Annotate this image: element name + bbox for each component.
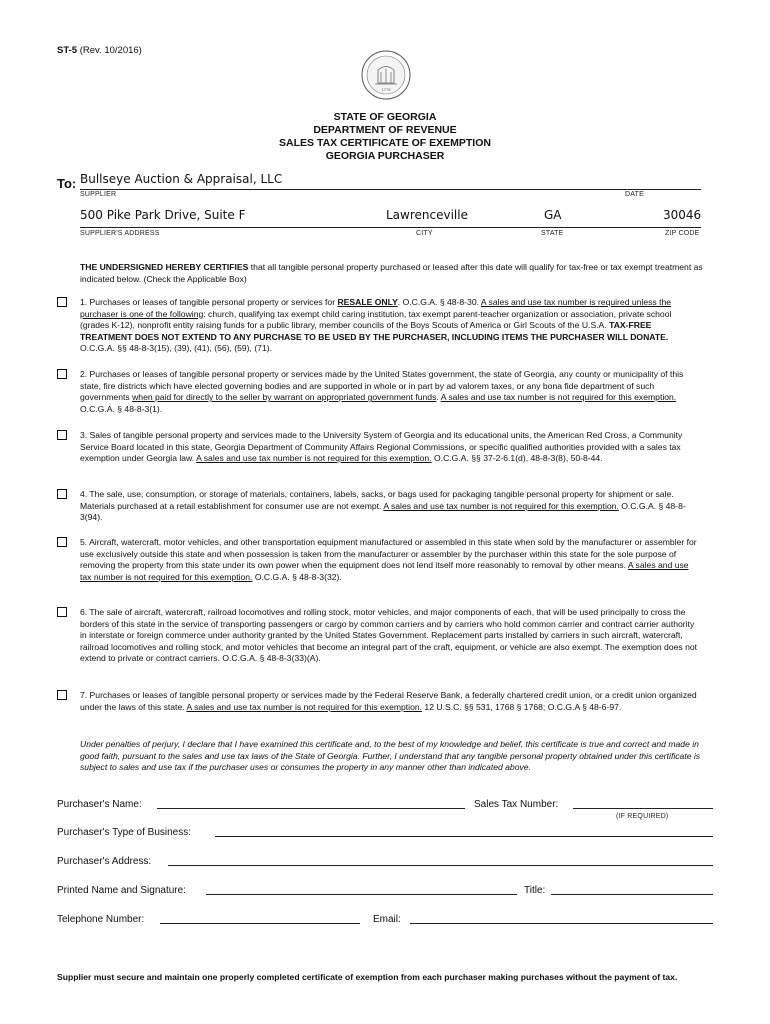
to-label: To:	[57, 176, 77, 191]
zip-value[interactable]: 30046	[663, 208, 702, 222]
exemption-2-text: 2. Purchases or leases of tangible personal property or services made by the United States government, the state of Georgia, any county or municipality of this state, fire districts which have elected governing bodies and are supported in whole or in part by ad valorem taxes, or any bona fide department of such governments when paid for directly to the seller by warrant on appropriated government funds. A sales and use tax number is not required for this exemption. O.C.G.A. § 48-8-3(1).	[80, 369, 684, 414]
seal-year: 1776	[381, 87, 391, 92]
state-value[interactable]: GA	[544, 208, 562, 222]
telephone-field[interactable]	[160, 923, 360, 924]
exemption-1-checkbox[interactable]	[57, 297, 67, 307]
exemption-3-text: 3. Sales of tangible personal property and services made to the University System of Georgia and its educational units, the American Red Cross, a Community Service Board located in this state, Georgia Department of Community Affairs Regional Commissions, or specific qualified authorities provided with a sales tax exemption under Georgia law. A sales and use tax number is not required for this exemption. O.C.G.A. §§ 37-2-6.1(d), 48-8-3(8), 50-8-44.	[80, 430, 683, 464]
intro-text: that all tangible personal property purchased or leased after this date will qualify for tax-free or tax exempt treatment as indicated below. (Check the Applicable Box)	[80, 262, 703, 284]
exemption-2-checkbox[interactable]	[57, 369, 67, 379]
printed-name-label: Printed Name and Signature:	[57, 885, 186, 896]
footer-note: Supplier must secure and maintain one properly completed certificate of exemption from each purchaser making purchases without the payment of tax.	[57, 972, 678, 982]
sales-tax-number-field[interactable]	[573, 808, 713, 809]
header-department: DEPARTMENT OF REVENUE	[313, 124, 457, 136]
address-line	[80, 227, 701, 228]
perjury-statement: Under penalties of perjury, I declare that I have examined this certificate and, to the best of my knowledge and belief, this certificate is true and correct and made in good faith, pursuant to the sales and use tax laws of the State of Georgia. Further, I understand that any tangible personal property obtained under this certificate is subject to sales and use tax if the purchaser uses or consumes the property in any manner other than indicated above.	[80, 739, 701, 773]
city-value[interactable]: Lawrenceville	[386, 208, 468, 222]
supplier-label: SUPPLIER	[80, 191, 117, 198]
intro-bold: THE UNDERSIGNED HEREBY CERTIFIES	[80, 262, 249, 272]
exemption-7-text: 7. Purchases or leases of tangible personal property or services made by the Federal Reserve Bank, a federally chartered credit union, or a credit union organized under the laws of this state. A sales and use tax number is not required for this exemption. 12 U.S.C. §§ 531, 1768 § 1768; O.C.G.A § 48-6-97.	[80, 690, 697, 712]
date-label: DATE	[625, 191, 644, 198]
exemption-6-text: 6. The sale of aircraft, watercraft, railroad locomotives and rolling stock, motor vehicles, and major components of each, that will be used principally to cross the borders of this state in the service of transporting passengers or cargo by common carriers and by carriers who hold common carrier and contract carrier authority in interstate or foreign commerce under authority granted by the United States Government. Replacement parts installed by carriers in such aircraft, watercraft, railroad locomotives and rolling stock, and motor vehicles that become an integral part of the craft, equipment, or vehicle are also exempt. The exemption does not extend to private or contract carriers. O.C.G.A. § 48-8-3(33)(A).	[80, 607, 698, 664]
exemption-3-checkbox[interactable]	[57, 430, 67, 440]
supplier-line	[80, 189, 701, 190]
exemption-1-text: 1. Purchases or leases of tangible personal property or services for RESALE ONLY. O.C.G.A. § 48-8-30. A sales and use tax number is required unless the purchaser is one of the following: church, qualifying tax exempt child caring institution, tax exempt parent-teacher organization or association, private school (grades K-12), nonprofit entity raising funds for a public library, member councils of the Boys Scouts of America or Girl Scouts of the U.S.A. TAX-FREE TREATMENT DOES NOT EXTEND TO ANY PURCHASE TO BE USED BY THE PURCHASER, INCLUDING ITEMS THE PURCHASER WILL DONATE. O.C.G.A. §§ 48-8-3(15), (39), (41), (56), (59), (71).	[80, 297, 672, 354]
type-of-business-label: Purchaser's Type of Business:	[57, 827, 192, 838]
intro-paragraph	[80, 262, 705, 285]
exemption-7-checkbox[interactable]	[57, 690, 67, 700]
supplier-value[interactable]: Bullseye Auction & Appraisal, LLC	[80, 172, 283, 186]
header-state: STATE OF GEORGIA	[333, 111, 437, 123]
address-label: SUPPLIER'S ADDRESS	[80, 230, 160, 237]
header-georgia-purchaser: GEORGIA PURCHASER	[325, 150, 445, 162]
email-field[interactable]	[410, 923, 713, 924]
zip-label: ZIP CODE	[665, 230, 700, 237]
form-revision: (Rev. 10/2016)	[79, 45, 142, 56]
title-label: Title:	[524, 885, 546, 896]
city-label: CITY	[416, 230, 433, 237]
form-code: ST-5	[57, 45, 78, 56]
purchaser-name-field[interactable]	[157, 808, 465, 809]
sales-tax-number-label: Sales Tax Number:	[474, 799, 559, 810]
telephone-label: Telephone Number:	[57, 914, 145, 925]
printed-name-field[interactable]	[206, 894, 517, 895]
email-label: Email:	[373, 914, 401, 925]
if-required-label: (IF REQUIRED)	[616, 813, 669, 820]
purchaser-address-label: Purchaser's Address:	[57, 856, 152, 867]
exemption-4-checkbox[interactable]	[57, 489, 67, 499]
purchaser-address-field[interactable]	[168, 865, 713, 866]
exemption-6-checkbox[interactable]	[57, 607, 67, 617]
exemption-5-checkbox[interactable]	[57, 537, 67, 547]
exemption-5-text: 5. Aircraft, watercraft, motor vehicles, and other transportation equipment manufactured or assembled in this state when sold by the manufacturer or assembler for use exclusively outside this state and when possession is taken from the manufacturer or assembler by the purchaser within this state for the sole purpose of removing the property from this state under its own power when the equipment does not lend itself more reasonably to removal by other means. A sales and use tax number is not required for this exemption. O.C.G.A. § 48-8-3(32).	[80, 537, 697, 582]
title-field[interactable]	[551, 894, 713, 895]
georgia-seal-icon	[361, 50, 411, 100]
header-certificate-title: SALES TAX CERTIFICATE OF EXEMPTION	[279, 137, 491, 149]
form-id	[57, 45, 142, 56]
state-label: STATE	[541, 230, 564, 237]
exemption-4-text: 4. The sale, use, consumption, or storage of materials, containers, labels, sacks, or bags used for packaging tangible personal property for shipment or sale. Materials purchased at a retail establishment for consumer use are not exempt. A sales and use tax number is not required for this exemption. O.C.G.A. § 48-8-3(94).	[80, 489, 686, 523]
address-value[interactable]: 500 Pike Park Drive, Suite F	[80, 208, 246, 222]
type-of-business-field[interactable]	[215, 836, 713, 837]
purchaser-name-label: Purchaser's Name:	[57, 799, 142, 810]
